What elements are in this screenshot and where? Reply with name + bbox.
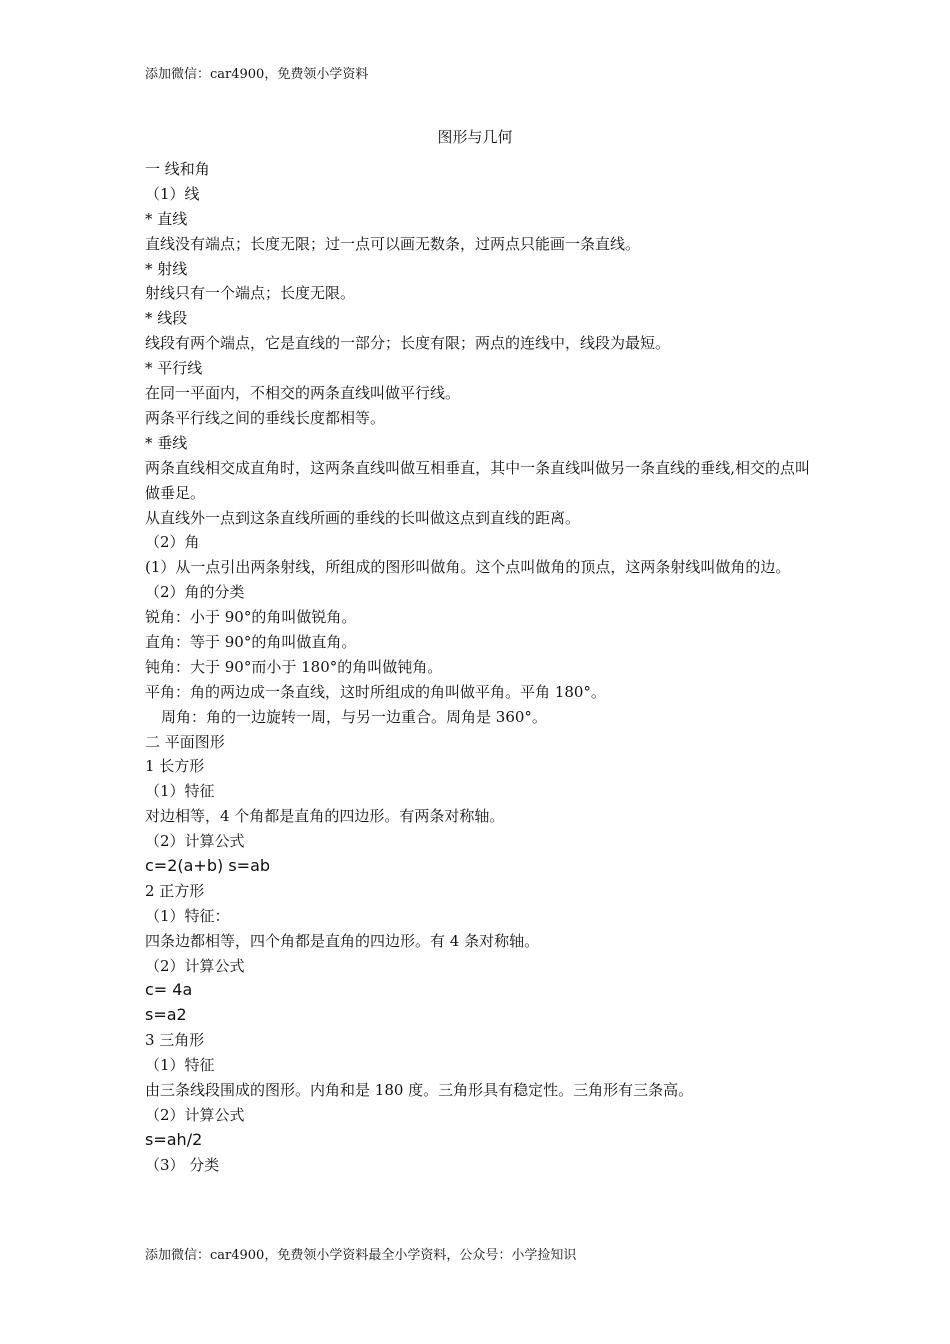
paragraph: 四条边都相等，四个角都是直角的四边形。有 4 条对称轴。 <box>145 931 540 950</box>
section-heading: 一 线和角 <box>145 160 210 178</box>
topic-heading: * 线段 <box>145 309 188 328</box>
subsection-heading: （1）线 <box>145 184 200 203</box>
subsection-heading: 3 三角形 <box>145 1031 205 1050</box>
paragraph: 锐角：小于 90°的角叫做锐角。 <box>145 608 357 627</box>
subsection-heading: （1）特征 <box>145 782 215 801</box>
formula: c=2(a+b) s=ab <box>145 855 271 875</box>
formula: s=ah/2 <box>145 1129 203 1149</box>
paragraph: 射线只有一个端点；长度无限。 <box>145 284 356 303</box>
topic-heading: * 射线 <box>145 259 188 278</box>
topic-heading: * 直线 <box>145 209 188 228</box>
section-heading: 二 平面图形 <box>145 732 225 751</box>
document-body <box>145 157 810 1178</box>
paragraph: 周角：角的一边旋转一周，与另一边重合。周角是 360°。 <box>161 707 547 726</box>
paragraph: 直线没有端点；长度无限；过一点可以画无数条，过两点只能画一条直线。 <box>145 234 641 253</box>
paragraph: 直角：等于 90°的角叫做直角。 <box>145 632 357 651</box>
paragraph: 在同一平面内，不相交的两条直线叫做平行线。 <box>145 384 461 403</box>
subsection-heading: （2）角 <box>145 533 200 552</box>
topic-heading: * 平行线 <box>145 359 203 378</box>
subsection-heading: （2）角的分类 <box>145 583 245 602</box>
page-header: 添加微信：car4900，免费领小学资料 <box>145 67 369 82</box>
subsection-heading: （2）计算公式 <box>145 956 245 975</box>
paragraph: 对边相等，4 个角都是直角的四边形。有两条对称轴。 <box>145 807 505 826</box>
page-footer: 添加微信：car4900，免费领小学资料最全小学资料，公众号：小学捡知识 <box>145 1248 577 1263</box>
paragraph: 从直线外一点到这条直线所画的垂线的长叫做这点到直线的距离。 <box>145 508 581 527</box>
subsection-heading: 2 正方形 <box>145 881 205 900</box>
formula: c= 4a <box>145 980 193 1000</box>
paragraph: 钝角：大于 90°而小于 180°的角叫做钝角。 <box>145 657 443 676</box>
paragraph: 两条平行线之间的垂线长度都相等。 <box>145 408 386 427</box>
subsection-heading: （1）特征： <box>145 906 230 925</box>
subsection-heading: 1 长方形 <box>145 757 205 776</box>
formula: s=a2 <box>145 1005 187 1025</box>
paragraph: 由三条线段围成的图形。内角和是 180 度。三角形具有稳定性。三角形有三条高。 <box>145 1081 694 1099</box>
subsection-heading: （2）计算公式 <box>145 832 245 851</box>
paragraph: (1）从一点引出两条射线，所组成的图形叫做角。这个点叫做角的顶点，这两条射线叫做角的边。 <box>145 558 791 577</box>
subsection-heading: （2）计算公式 <box>145 1105 245 1124</box>
page-title: 图形与几何 <box>437 128 513 146</box>
paragraph: 线段有两个端点，它是直线的一部分；长度有限；两点的连线中，线段为最短。 <box>145 334 671 353</box>
paragraph: 两条直线相交成直角时，这两条直线叫做互相垂直，其中一条直线叫做另一条直线的垂线,相交的点叫做垂足。 <box>145 458 810 502</box>
subsection-heading: （3） 分类 <box>145 1155 220 1174</box>
topic-heading: * 垂线 <box>145 433 188 452</box>
subsection-heading: （1）特征 <box>145 1056 215 1075</box>
paragraph: 平角：角的两边成一条直线，这时所组成的角叫做平角。平角 180°。 <box>145 682 606 701</box>
